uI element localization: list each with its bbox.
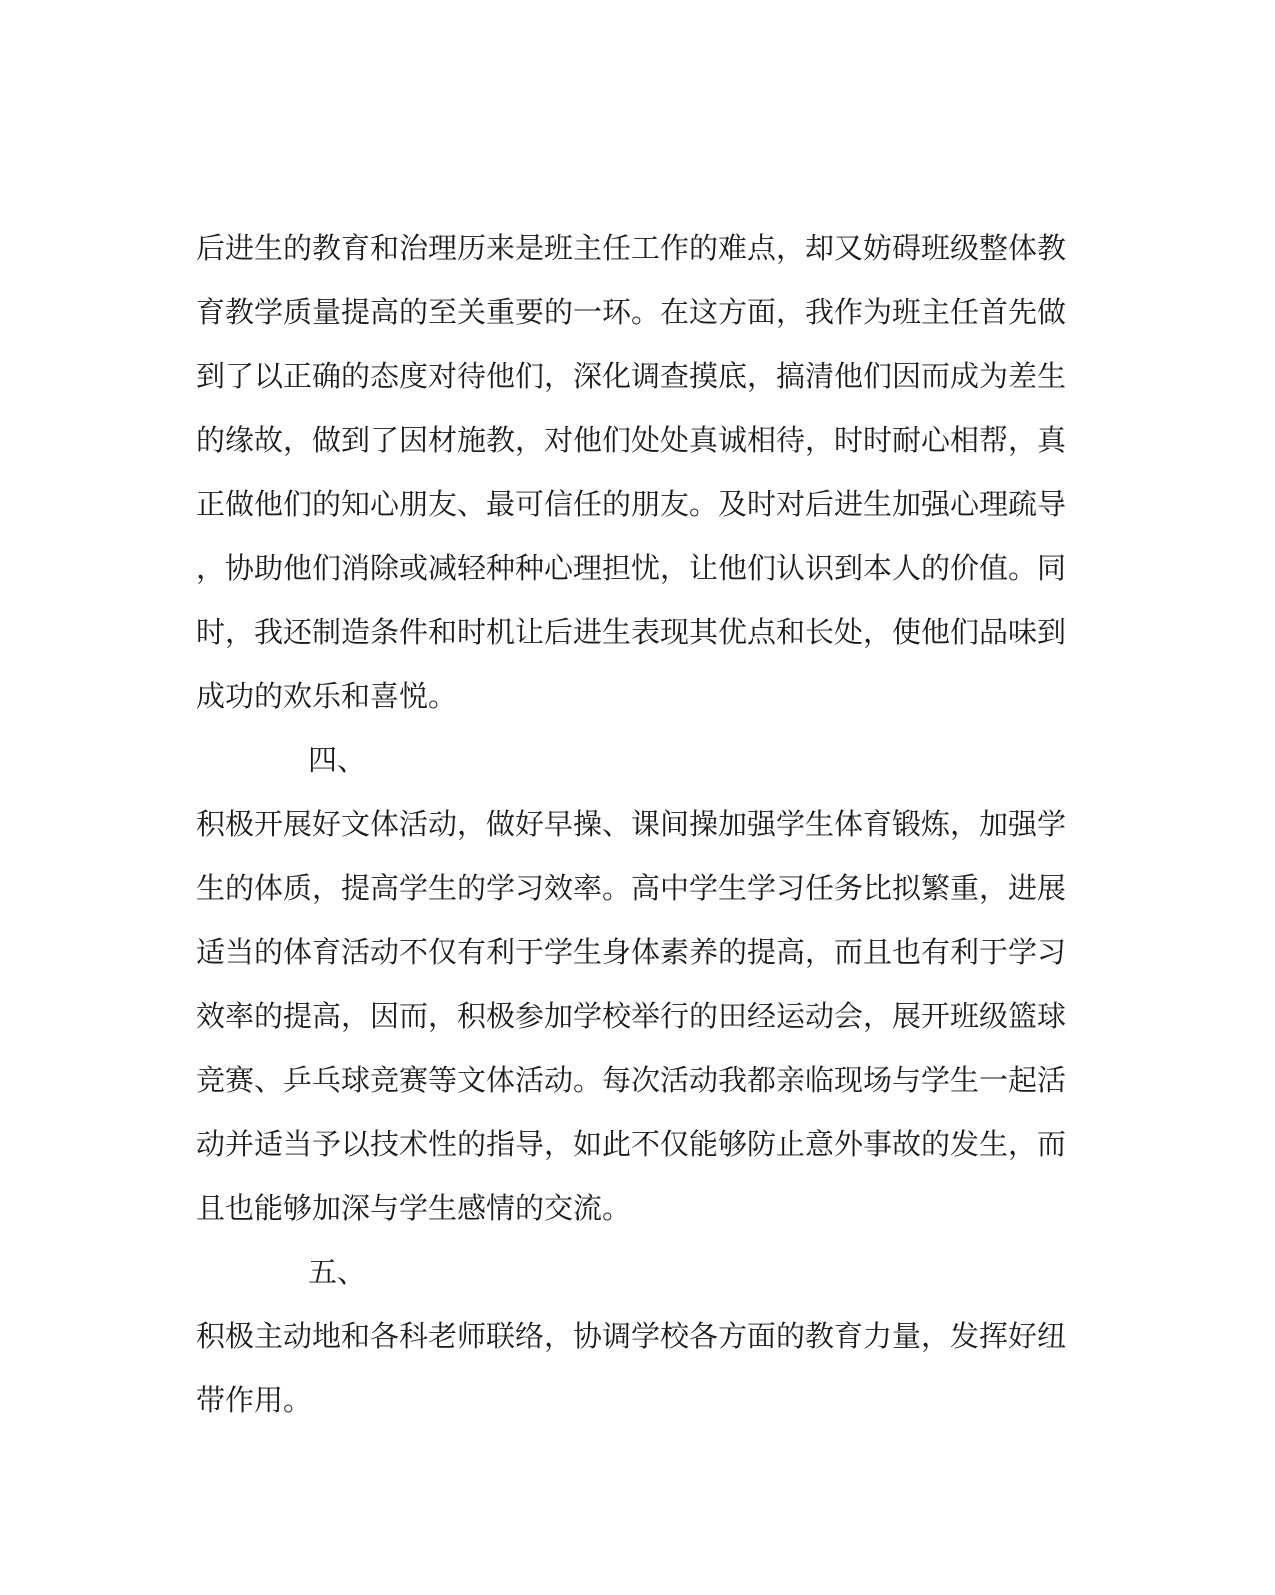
text-line: 正做他们的知心朋友、最可信任的朋友。及时对后进生加强心理疏导 bbox=[196, 487, 1067, 521]
section-heading-5: 五、 bbox=[308, 1255, 367, 1289]
text-line: 积极主动地和各科老师联络，协调学校各方面的教育力量，发挥好纽 bbox=[196, 1319, 1067, 1353]
text-line: 适当的体育活动不仅有利于学生身体素养的提高，而且也有利于学习 bbox=[196, 935, 1067, 969]
text-line: 的缘故，做到了因材施教，对他们处处真诚相待，时时耐心相帮，真 bbox=[196, 423, 1067, 457]
paragraph-teacher-coordination bbox=[196, 1304, 1067, 1432]
text-line: 效率的提高，因而，积极参加学校举行的田经运动会，展开班级篮球 bbox=[196, 999, 1067, 1033]
text-line: 带作用。 bbox=[196, 1383, 313, 1417]
text-line: 生的体质，提高学生的学习效率。高中学生学习任务比拟繁重，进展 bbox=[196, 871, 1067, 905]
text-line: 到了以正确的态度对待他们，深化调查摸底，搞清他们因而成为差生 bbox=[196, 359, 1067, 393]
paragraph-underachievers bbox=[196, 216, 1067, 728]
text-line: 成功的欢乐和喜悦。 bbox=[196, 679, 458, 713]
text-line: 且也能够加深与学生感情的交流。 bbox=[196, 1191, 632, 1225]
paragraph-sports-activities bbox=[196, 792, 1067, 1240]
text-line: 积极开展好文体活动，做好早操、课间操加强学生体育锻炼，加强学 bbox=[196, 807, 1067, 841]
text-line: 育教学质量提高的至关重要的一环。在这方面，我作为班主任首先做 bbox=[196, 295, 1067, 329]
text-line: 后进生的教育和治理历来是班主任工作的难点，却又妨碍班级整体教 bbox=[196, 231, 1067, 265]
text-line: 动并适当予以技术性的指导，如此不仅能够防止意外事故的发生，而 bbox=[196, 1127, 1067, 1161]
document-body bbox=[196, 216, 1067, 1432]
text-line: ，协助他们消除或减轻种种心理担忧，让他们认识到本人的价值。同 bbox=[196, 551, 1067, 585]
section-heading-4: 四、 bbox=[308, 743, 367, 777]
text-line: 竞赛、乒乓球竞赛等文体活动。每次活动我都亲临现场与学生一起活 bbox=[196, 1063, 1067, 1097]
text-line: 时，我还制造条件和时机让后进生表现其优点和长处，使他们品味到 bbox=[196, 615, 1067, 649]
